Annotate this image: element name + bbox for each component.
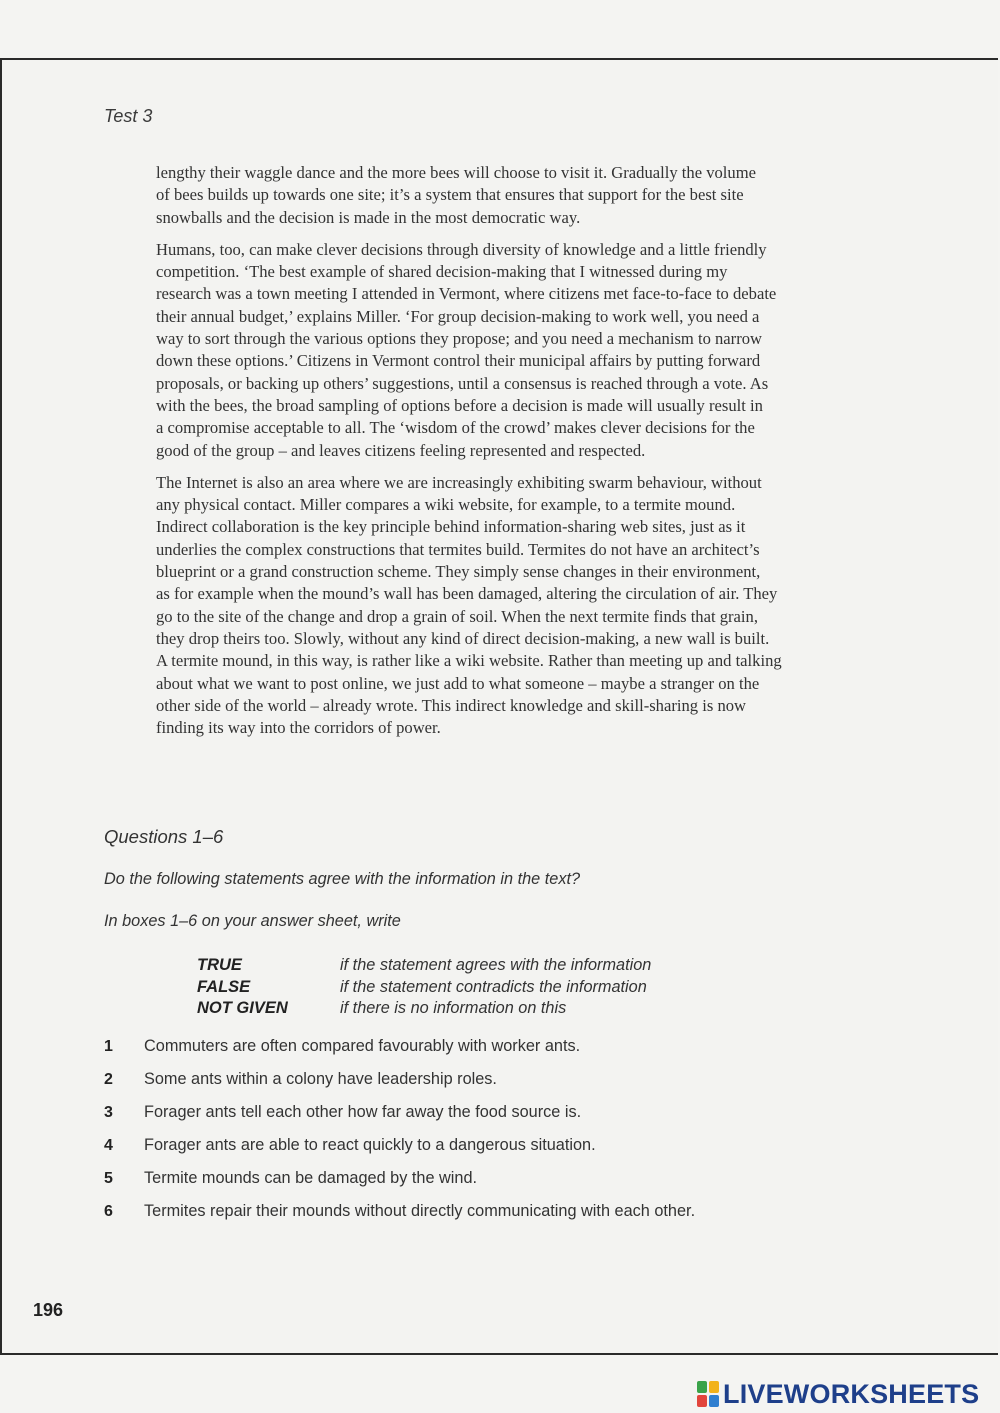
passage-line: they drop theirs too. Slowly, without any kind of direct decision-making, a new wall is built. (156, 628, 770, 648)
passage-line: good of the group – and leaves citizens feeling represented and respected. (156, 440, 646, 460)
passage-line: research was a town meeting I attended in Vermont, where citizens met face-to-face to debate (156, 284, 777, 304)
key-definition: if the statement contradicts the information (340, 977, 647, 996)
passage-line: finding its way into the corridors of power. (156, 718, 441, 738)
running-head: Test 3 (104, 106, 153, 126)
question-text: Termite mounds can be damaged by the wind. (144, 1169, 478, 1187)
key-term: TRUE (197, 956, 242, 975)
passage-line: underlies the complex constructions that termites build. Termites do not have an architect’s (156, 539, 760, 559)
logo-square-icon (709, 1381, 719, 1393)
passage-line: Humans, too, can make clever decisions through diversity of knowledge and a little friendly (156, 239, 767, 259)
question-list (104, 1030, 804, 1228)
passage-line: with the bees, the broad sampling of options before a decision is made will usually result in (156, 395, 763, 415)
key-definition: if the statement agrees with the information (340, 956, 652, 975)
question-item (104, 1195, 804, 1228)
passage-line: down these options.’ Citizens in Vermont control their municipal affairs by putting forward (156, 351, 761, 371)
passage-paragraph (156, 239, 868, 462)
passage-line: The Internet is also an area where we are increasingly exhibiting swarm behaviour, without (156, 472, 762, 492)
passage-line: as for example when the mound’s wall has been damaged, altering the circulation of air. They (156, 584, 778, 604)
logo-square-icon (697, 1395, 707, 1407)
page-number: 196 (33, 1300, 64, 1320)
question-item (104, 1162, 804, 1195)
passage-line: way to sort through the various options they propose; and you need a mechanism to narrow (156, 329, 763, 349)
passage-line: a compromise acceptable to all. The ‘wisdom of the crowd’ makes clever decisions for the (156, 418, 755, 438)
question-text: Some ants within a colony have leadership roles. (144, 1070, 497, 1088)
passage-line: go to the site of the change and drop a grain of soil. When the next termite finds that grain, (156, 606, 758, 626)
question-text: Forager ants tell each other how far away the food source is. (144, 1103, 582, 1121)
key-row-true (197, 955, 651, 977)
passage-line: about what we want to post online, we just add to what someone – maybe a stranger on the (156, 673, 760, 693)
key-definition: if there is no information on this (340, 999, 567, 1018)
liveworksheets-logo-icon (697, 1381, 719, 1407)
answer-key (197, 955, 651, 1020)
logo-square-icon (697, 1381, 707, 1393)
key-row-not-given (197, 998, 651, 1020)
question-item (104, 1063, 804, 1096)
passage-paragraph (156, 472, 868, 740)
reading-passage (156, 162, 868, 749)
passage-line: A termite mound, in this way, is rather like a wiki website. Rather than meeting up and talking (156, 651, 782, 671)
question-number: 1 (104, 1037, 113, 1055)
passage-line: of bees builds up towards one site; it’s a system that ensures that support for the best site (156, 185, 744, 205)
logo-square-icon (709, 1395, 719, 1407)
key-term: FALSE (197, 977, 251, 996)
question-number: 4 (104, 1136, 113, 1154)
question-number: 6 (104, 1202, 113, 1220)
question-item (104, 1096, 804, 1129)
passage-line: snowballs and the decision is made in the most democratic way. (156, 207, 581, 227)
question-item (104, 1129, 804, 1162)
liveworksheets-watermark[interactable] (697, 1379, 979, 1409)
instruction-text: Do the following statements agree with the information in the text? (104, 870, 581, 888)
key-row-false (197, 977, 651, 999)
watermark-text: LIVEWORKSHEETS (723, 1379, 980, 1409)
passage-line: any physical contact. Miller compares a wiki website, for example, to a termite mound. (156, 495, 736, 515)
passage-line: their annual budget,’ explains Miller. ‘For group decision-making to work well, you need a (156, 306, 760, 326)
questions-title: Questions 1–6 (104, 826, 224, 847)
passage-line: lengthy their waggle dance and the more bees will choose to visit it. Gradually the volume (156, 163, 756, 182)
key-term: NOT GIVEN (197, 999, 288, 1018)
question-text: Forager ants are able to react quickly to a dangerous situation. (144, 1136, 596, 1154)
question-text: Commuters are often compared favourably with worker ants. (144, 1037, 581, 1055)
passage-line: blueprint or a grand construction scheme. They simply sense changes in their environment, (156, 562, 761, 582)
instruction-text-boxes: In boxes 1–6 on your answer sheet, write (104, 912, 401, 930)
passage-line: proposals, or backing up others’ suggestions, until a consensus is reached through a vote. As (156, 373, 769, 393)
passage-line: other side of the world – already wrote. This indirect knowledge and skill-sharing is now (156, 695, 747, 715)
passage-paragraph (156, 162, 868, 229)
question-item (104, 1030, 804, 1063)
question-number: 2 (104, 1070, 113, 1088)
question-text: Termites repair their mounds without directly communicating with each other. (144, 1202, 696, 1220)
passage-line: Indirect collaboration is the key principle behind information-sharing web sites, just as it (156, 517, 746, 537)
question-number: 3 (104, 1103, 113, 1121)
question-number: 5 (104, 1169, 113, 1187)
passage-line: competition. ‘The best example of shared decision-making that I witnessed during my (156, 262, 728, 282)
